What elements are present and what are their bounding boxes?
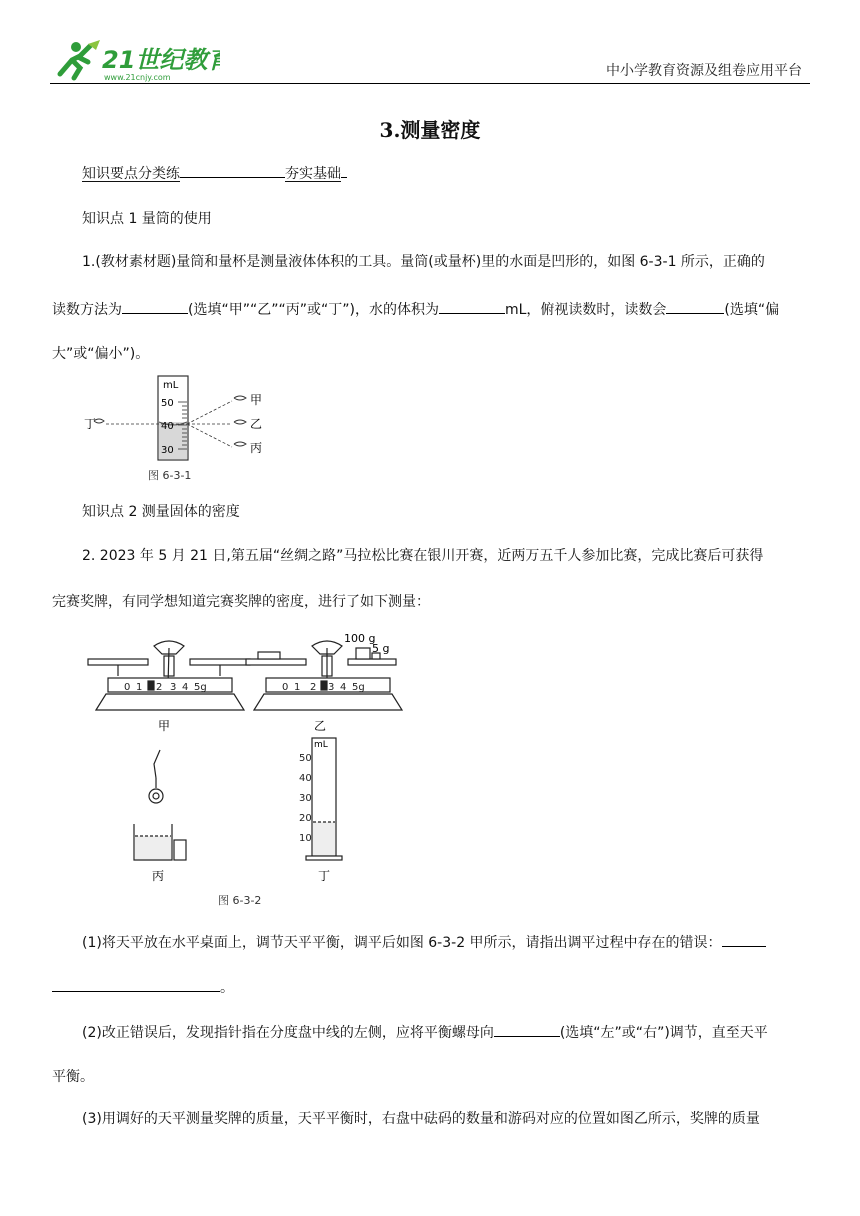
weight-5g: 5 g	[372, 642, 390, 655]
section-part2: 夯实基础	[285, 166, 341, 182]
sub2-line2: 平衡。	[52, 1069, 94, 1085]
sub1-end: 。	[220, 980, 234, 996]
fig2-label-ding: 丁	[318, 869, 331, 883]
yi-tick-3: 3	[328, 682, 335, 693]
sub1-blank-a[interactable]	[722, 930, 766, 947]
sub1-blank-b[interactable]	[52, 975, 220, 992]
runner-icon	[60, 40, 100, 78]
jia-tick-1: 1	[136, 682, 143, 693]
sub2-text-a: (2)改正错误后，发现指针指在分度盘中线的左侧，应将平衡螺母向	[82, 1025, 494, 1041]
jia-tick-5: 5g	[194, 682, 207, 693]
fig1-tick-40: 40	[161, 421, 174, 432]
jia-tick-4: 4	[182, 682, 189, 693]
q1-line3: 大”或“偏小”)。	[52, 346, 150, 362]
knowledge-point-2: 知识点 2 测量固体的密度	[82, 504, 240, 520]
q2-line1: 2. 2023 年 5 月 21 日,第五届“丝绸之路”马拉松比赛在银川开赛，近两万五千人参加比赛，完成比赛后可获得	[82, 548, 764, 564]
q1-blank-volume[interactable]	[439, 297, 505, 314]
sub2-blank[interactable]	[494, 1020, 560, 1037]
yi-tick-2: 2	[310, 682, 317, 693]
cyl-tick-30: 30	[299, 793, 312, 804]
yi-tick-1: 1	[294, 682, 301, 693]
section-tail	[341, 163, 347, 178]
section-heading	[82, 163, 347, 183]
page-title: 3.测量密度	[379, 118, 481, 142]
q2-line2: 完赛奖牌，有同学想知道完赛奖牌的密度，进行了如下测量：	[52, 594, 430, 610]
knowledge-point-1: 知识点 1 量筒的使用	[82, 211, 212, 227]
fig2-caption: 图 6-3-2	[218, 894, 262, 907]
fig2-label-jia: 甲	[158, 719, 171, 733]
fig2-label-bing: 丙	[152, 869, 165, 883]
weight-100g: 100 g	[344, 632, 376, 645]
figure-6-3-1	[84, 372, 284, 464]
header-divider	[50, 83, 810, 84]
fig1-label-bing: 丙	[250, 441, 263, 455]
q1-blank-error[interactable]	[666, 297, 724, 314]
q1-line1: 1.(教材素材题)量筒和量杯是测量液体体积的工具。量筒(或量杯)里的水面是凹形的，如图 6-3-1 所示，正确的	[82, 254, 765, 270]
beaker-bing	[134, 750, 186, 860]
fig1-tick-30: 30	[161, 445, 174, 456]
cyl-tick-20: 20	[299, 813, 312, 824]
cyl-unit: mL	[314, 740, 328, 750]
platform-name: 中小学教育资源及组卷应用平台	[606, 63, 802, 79]
balance-jia	[88, 641, 250, 710]
q1-text-c: mL，俯视读数时，读数会	[504, 302, 667, 318]
yi-tick-4: 4	[340, 682, 347, 693]
fig1-label-jia: 甲	[250, 393, 263, 407]
q1-blank-method[interactable]	[122, 297, 188, 314]
fig1-caption: 图 6-3-1	[148, 469, 192, 482]
logo-text: 21世纪教育	[102, 46, 220, 74]
sub2-line1	[82, 1020, 768, 1042]
fig1-tick-50: 50	[161, 398, 174, 409]
q1-text-d: (选填“偏	[724, 302, 780, 318]
yi-tick-5: 5g	[352, 682, 365, 693]
sub1-text: (1)将天平放在水平桌面上，调节天平平衡，调平后如图 6-3-2 甲所示，请指出调平过程中存在的错误：	[82, 935, 722, 951]
cyl-tick-40: 40	[299, 773, 312, 784]
sub1-line1	[82, 930, 766, 952]
sub2-text-b: (选填“左”或“右”)调节，直至天平	[559, 1025, 768, 1041]
logo	[50, 38, 220, 84]
q1-text-a: 读数方法为	[52, 302, 122, 318]
cyl-tick-10: 10	[299, 833, 312, 844]
section-part1: 知识要点分类练	[82, 166, 180, 182]
figure-6-3-2	[86, 626, 406, 908]
jia-tick-0: 0	[124, 682, 131, 693]
fig1-label-ding: 丁	[84, 417, 97, 431]
jia-tick-2: 2	[156, 682, 163, 693]
fig1-unit: mL	[163, 380, 179, 391]
section-gap	[180, 163, 285, 178]
cyl-tick-50: 50	[299, 753, 312, 764]
q1-line2	[52, 297, 779, 319]
q1-text-b: (选填“甲”“乙”“丙”或“丁”)，水的体积为	[188, 302, 439, 318]
fig2-label-yi: 乙	[314, 719, 327, 733]
sub3-line1: (3)用调好的天平测量奖牌的质量，天平平衡时，右盘中砝码的数量和游码对应的位置如图乙所示，奖牌的质量	[82, 1111, 760, 1127]
logo-url: www.21cnjy.com	[104, 73, 171, 82]
sub1-line2	[52, 975, 234, 997]
jia-tick-3: 3	[170, 682, 177, 693]
yi-tick-0: 0	[282, 682, 289, 693]
fig1-label-yi: 乙	[250, 417, 263, 431]
